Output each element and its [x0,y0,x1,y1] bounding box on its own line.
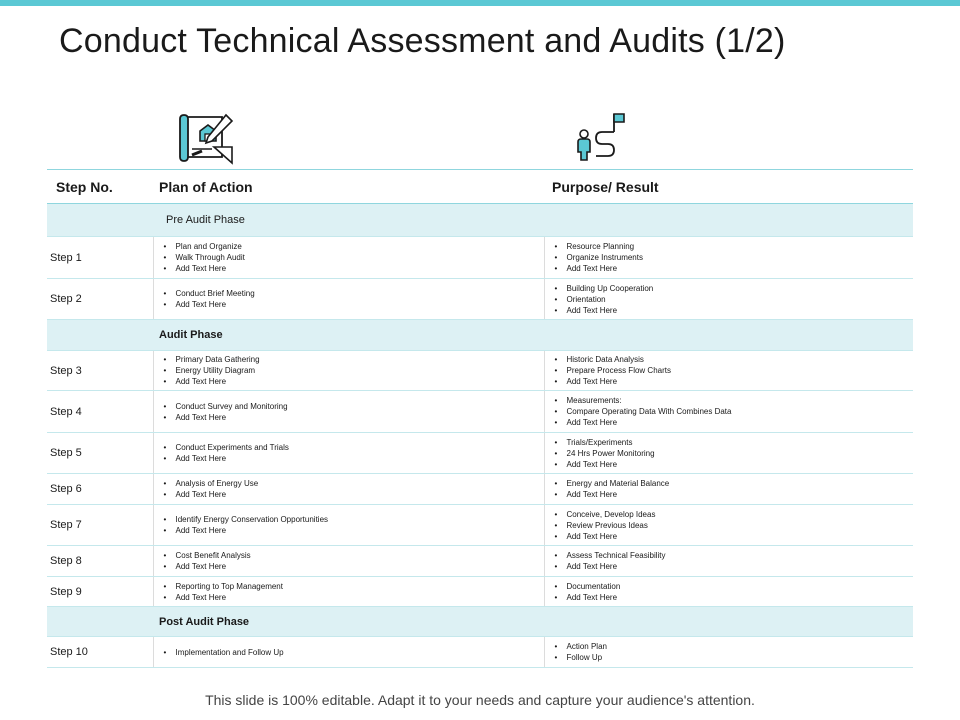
purpose-item: • Trials/Experiments [555,437,914,448]
plan-item: • Conduct Survey and Monitoring [164,401,544,412]
purpose-list [545,283,914,316]
step-number: Step 2 [47,279,153,320]
purpose-item: • Follow Up [555,652,914,663]
plan-item: • Cost Benefit Analysis [164,550,544,561]
purpose-item: • Add Text Here [555,263,914,274]
step-number: Step 9 [47,577,153,607]
table-row [47,505,913,546]
plan-item: • Add Text Here [164,561,544,572]
plan-item: • Reporting to Top Management [164,581,544,592]
plan-list [154,478,544,500]
header-purpose-result: Purpose/ Result [544,170,913,204]
plan-item: • Add Text Here [164,412,544,423]
phase-label-audit: Audit Phase [153,320,913,351]
purpose-list [545,550,914,572]
phase-row-audit [47,320,913,351]
purpose-item: • Action Plan [555,641,914,652]
phase-row-pre-audit [47,204,913,237]
table-row [47,577,913,607]
header-step-no: Step No. [47,170,153,204]
blueprint-icon [178,111,236,165]
audit-steps-table [47,169,913,668]
slide-title: Conduct Technical Assessment and Audits (1/2) [59,22,786,60]
plan-item: • Energy Utility Diagram [164,365,544,376]
plan-item: • Walk Through Audit [164,252,544,263]
purpose-item: • Add Text Here [555,531,914,542]
purpose-item: • Compare Operating Data With Combines Data [555,406,914,417]
purpose-list [545,581,914,603]
step-number: Step 1 [47,237,153,279]
purpose-item: • Documentation [555,581,914,592]
plan-list [154,514,544,536]
step-number: Step 6 [47,474,153,505]
table-row [47,279,913,320]
purpose-list [545,478,914,500]
plan-item: • Primary Data Gathering [164,354,544,365]
plan-list [154,354,544,387]
plan-list [154,401,544,423]
purpose-list [545,509,914,542]
plan-item: • Add Text Here [164,525,544,536]
purpose-item: • Measurements: [555,395,914,406]
plan-item: • Add Text Here [164,453,544,464]
plan-list [154,241,544,274]
purpose-item: • Add Text Here [555,489,914,500]
table-row [47,433,913,474]
plan-item: • Conduct Brief Meeting [164,288,544,299]
purpose-item: • Building Up Cooperation [555,283,914,294]
table-row [47,237,913,279]
purpose-item: • Add Text Here [555,417,914,428]
path-to-goal-icon [574,112,626,162]
plan-list [154,288,544,310]
footer-note: This slide is 100% editable. Adapt it to your needs and capture your audience's attention. [205,692,755,708]
plan-item: • Add Text Here [164,376,544,387]
table-header-row [47,170,913,204]
purpose-list [545,437,914,470]
plan-list [154,581,544,603]
purpose-item: • Orientation [555,294,914,305]
purpose-item: • Conceive, Develop Ideas [555,509,914,520]
purpose-item: • Add Text Here [555,459,914,470]
top-accent-bar [0,0,960,6]
purpose-item: • Review Previous Ideas [555,520,914,531]
plan-item: • Analysis of Energy Use [164,478,544,489]
purpose-item: • Add Text Here [555,592,914,603]
purpose-item: • Assess Technical Feasibility [555,550,914,561]
plan-list [154,550,544,572]
step-number: Step 7 [47,505,153,546]
step-number: Step 8 [47,546,153,577]
step-number: Step 5 [47,433,153,474]
plan-item: • Add Text Here [164,263,544,274]
plan-item: • Identify Energy Conservation Opportunities [164,514,544,525]
purpose-list [545,354,914,387]
plan-list [154,442,544,464]
purpose-item: • Add Text Here [555,305,914,316]
step-number: Step 4 [47,391,153,433]
table-row [47,351,913,391]
plan-item: • Add Text Here [164,592,544,603]
phase-label-post-audit: Post Audit Phase [153,607,913,637]
step-number: Step 3 [47,351,153,391]
table-row [47,637,913,668]
plan-item: • Plan and Organize [164,241,544,252]
phase-row-post-audit [47,607,913,637]
purpose-item: • Energy and Material Balance [555,478,914,489]
purpose-item: • Add Text Here [555,561,914,572]
purpose-item: • 24 Hrs Power Monitoring [555,448,914,459]
purpose-list [545,241,914,274]
header-plan-of-action: Plan of Action [153,170,544,204]
step-number: Step 10 [47,637,153,668]
plan-item: • Conduct Experiments and Trials [164,442,544,453]
table-row [47,546,913,577]
plan-item: • Add Text Here [164,489,544,500]
purpose-item: • Prepare Process Flow Charts [555,365,914,376]
table-row [47,391,913,433]
plan-item: • Add Text Here [164,299,544,310]
plan-list [154,647,544,658]
purpose-list [545,641,914,663]
purpose-item: • Add Text Here [555,376,914,387]
purpose-item: • Historic Data Analysis [555,354,914,365]
purpose-list [545,395,914,428]
phase-label-pre-audit: Pre Audit Phase [153,204,913,237]
table-row [47,474,913,505]
plan-item: • Implementation and Follow Up [164,647,544,658]
purpose-item: • Resource Planning [555,241,914,252]
purpose-item: • Organize Instruments [555,252,914,263]
